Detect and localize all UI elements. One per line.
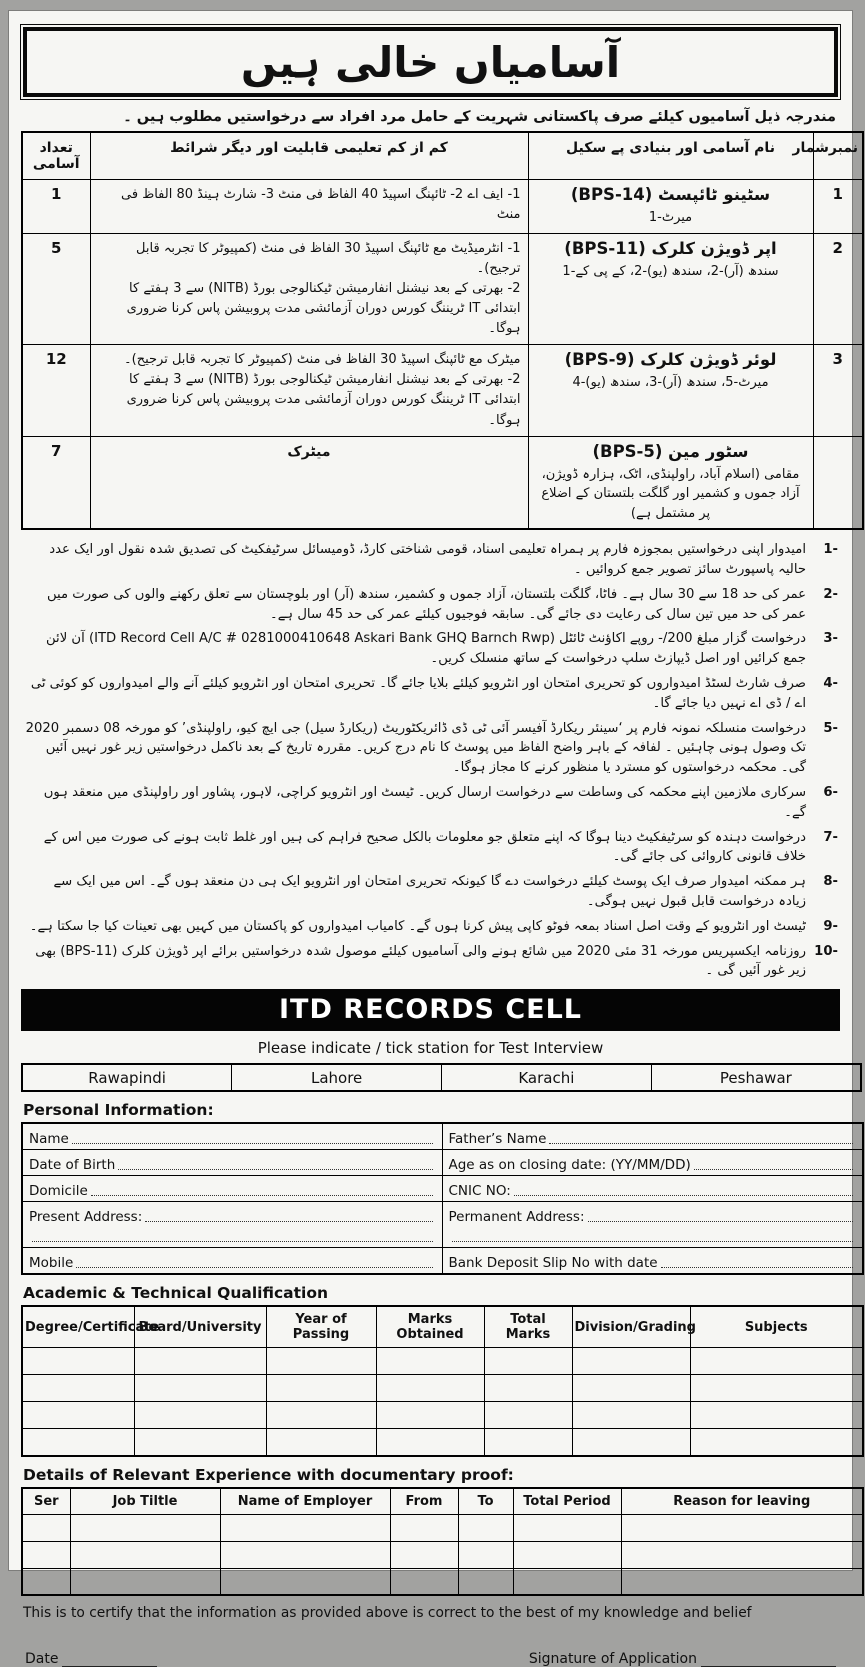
note-item <box>23 629 838 669</box>
notes-list <box>23 540 838 981</box>
field-bank-deposit-slip <box>442 1248 863 1275</box>
qualification-cell <box>90 436 528 529</box>
field-label: CNIC NO: <box>448 1183 511 1200</box>
empty-cell[interactable] <box>220 1514 390 1541</box>
serial-cell: 2 <box>813 233 863 345</box>
field-label: Permanent Address: <box>448 1209 585 1226</box>
empty-cell[interactable] <box>390 1568 458 1595</box>
date-field <box>25 1651 157 1667</box>
qualification-cell <box>90 345 528 437</box>
note-number: 3 - <box>806 629 838 669</box>
empty-cell[interactable] <box>621 1568 863 1595</box>
station-cell-rawalpindi[interactable]: Rawapindi <box>22 1064 232 1091</box>
field-label: Name <box>29 1131 69 1148</box>
column-header: Board/University <box>134 1306 266 1348</box>
fill-line[interactable] <box>91 1195 433 1196</box>
fill-line[interactable] <box>452 1225 854 1242</box>
signature-field <box>529 1651 836 1667</box>
column-header: Division/Grading <box>572 1306 690 1348</box>
fill-line[interactable] <box>514 1195 853 1196</box>
qualification-cell <box>90 233 528 345</box>
station-cell-peshawar[interactable]: Peshawar <box>651 1064 861 1091</box>
column-header: Subjects <box>690 1306 863 1348</box>
serial-cell: 1 <box>813 180 863 234</box>
post-quota: میرٹ-5، سندھ (آر)-3، سندھ (یو)-4 <box>572 375 769 391</box>
empty-cell[interactable] <box>513 1541 621 1568</box>
fill-line[interactable] <box>145 1221 432 1222</box>
note-text: سرکاری ملازمین اپنے محکمہ کی وساطت سے درخواست ارسال کریں۔ ٹیسٹ اور انٹرویو کراچی، لاہور، پشاور اور راولپنڈی میں منعقد ہوں گے۔ <box>43 785 806 820</box>
post-cell <box>528 180 813 234</box>
empty-cell[interactable] <box>690 1375 863 1402</box>
count-cell: 7 <box>22 436 90 529</box>
empty-cell[interactable] <box>134 1348 266 1375</box>
empty-cell[interactable] <box>220 1541 390 1568</box>
note-text: صرف شارٹ لسٹڈ امیدواروں کو تحریری امتحان اور انٹرویو کیلئے بلایا جائے گا۔ تحریری امتحان اور انٹرویو کیلئے آنے والے امیدواروں کو کوئی ٹی اے / ڈی اے نہیں دیا جائے گا۔ <box>30 676 806 711</box>
empty-cell[interactable] <box>484 1348 572 1375</box>
empty-cell[interactable] <box>70 1514 220 1541</box>
station-cell-lahore[interactable]: Lahore <box>232 1064 442 1091</box>
empty-cell[interactable] <box>70 1568 220 1595</box>
empty-cell[interactable] <box>22 1402 134 1429</box>
empty-cell[interactable] <box>484 1429 572 1456</box>
column-header: To <box>458 1488 513 1515</box>
post-title: اپر ڈویژن کلرک (BPS-11) <box>564 238 777 258</box>
empty-cell[interactable] <box>376 1402 484 1429</box>
post-quota: سندھ (آر)-2، سندھ (یو)-2، کے پی کے-1 <box>562 263 779 279</box>
empty-cell[interactable] <box>266 1429 376 1456</box>
empty-cell[interactable] <box>134 1429 266 1456</box>
experience-heading: Details of Relevant Experience with documentary proof: <box>23 1465 514 1484</box>
field-present-address <box>22 1202 442 1248</box>
qualification-cell <box>90 180 528 234</box>
personal-info-row <box>22 1248 863 1275</box>
header-post: نام آسامی اور بنیادی پے سکیل <box>528 132 813 180</box>
field-label: Date of Birth <box>29 1157 116 1174</box>
empty-cell[interactable] <box>22 1375 134 1402</box>
note-text: روزنامہ ایکسپریس مورخہ 31 مئی 2020 میں شائع ہونے والی آسامیوں کیلئے موصول شدہ درخواستیں برائے اپر ڈویژن کلرک (BPS-11) بھی زیر غور آئیں گی ۔ <box>35 943 806 979</box>
note-number: 1 - <box>806 540 838 580</box>
field-fathers-name <box>442 1123 863 1150</box>
empty-cell[interactable] <box>376 1375 484 1402</box>
field-domicile <box>22 1176 442 1202</box>
note-item <box>23 585 838 625</box>
empty-cell[interactable] <box>690 1348 863 1375</box>
field-label: Bank Deposit Slip No with date <box>448 1255 658 1272</box>
empty-cell[interactable] <box>266 1375 376 1402</box>
empty-cell[interactable] <box>22 1429 134 1456</box>
column-header: Marks Obtained <box>376 1306 484 1348</box>
empty-cell[interactable] <box>484 1402 572 1429</box>
column-header: Ser <box>22 1488 70 1515</box>
post-cell <box>528 436 813 529</box>
empty-cell[interactable] <box>390 1541 458 1568</box>
fill-line[interactable] <box>694 1169 853 1170</box>
count-cell: 1 <box>22 180 90 234</box>
post-title: لوئر ڈویژن کلرک (BPS-9) <box>564 350 777 370</box>
empty-cell[interactable] <box>134 1402 266 1429</box>
empty-cell[interactable] <box>572 1402 690 1429</box>
column-header: From <box>390 1488 458 1515</box>
column-header: Degree/Certificate <box>22 1306 134 1348</box>
note-item <box>23 674 838 714</box>
qualification-text: میٹرک <box>287 443 331 460</box>
note-text: درخواست گزار مبلغ 200/- روپے اکاؤنٹ ٹائٹل (ITD Record Cell A/C # 0281000410648 Askari Bank GHQ Barnch Rwp) آن لائن جمع کرائیں اور اصل ڈیپازٹ سلپ درخواست کے ساتھ منسلک کریں۔ <box>45 631 806 667</box>
ad-title: آسامیاں خالی ہیں <box>240 37 621 87</box>
certify-statement: This is to certify that the information as provided above is correct to the best of my knowledge and belief <box>23 1605 752 1622</box>
count-cell: 5 <box>22 233 90 345</box>
experience-table <box>21 1487 864 1597</box>
field-label: Mobile <box>29 1255 74 1272</box>
ad-paper <box>8 10 858 1667</box>
note-number: 2 - <box>806 585 838 625</box>
academic-empty-row <box>22 1429 863 1456</box>
signature-label: Signature of Application <box>528 1651 697 1667</box>
empty-cell[interactable] <box>220 1568 390 1595</box>
note-item <box>23 872 838 912</box>
intro-line: مندرجہ ذیل آسامیوں کیلئے صرف پاکستانی شہریت کے حامل مرد افراد سے درخواستیں مطلوب ہیں ۔ <box>123 109 836 125</box>
note-item <box>23 719 838 778</box>
note-text: درخواست منسلکہ نمونہ فارم پر ‘سینئر ریکارڈ آفیسر آئی ٹی ڈی ڈائریکٹوریٹ (ریکارڈ سیل) جی ایچ کیو، راولپنڈی’ کو مورخہ 08 دسمبر 2020 تک وصول ہونی چاہئیں ۔ لفافہ کے باہر واضح الفاظ میں پوسٹ کا نام درج کریں۔ مقررہ تاریخ کے بعد ناکمل درخواستیں زیر غور نہیں آئیں گی۔ محکمہ درخواستوں کو مسترد یا منظور کرنے کا مجاز ہوگا۔ <box>25 720 806 776</box>
signature-row <box>25 1651 836 1667</box>
column-header: Name of Employer <box>220 1488 390 1515</box>
qualification-text: 2- بھرتی کے بعد نیشنل انفارمیشن ٹیکنالوجی بورڈ (NITB) سے 3 ہفتے کا ابتدائی IT ٹریننگ کورس دوران آزمائشی مدت پروبیشن پاس کرنا ضروری ہوگا۔ <box>126 372 521 428</box>
vacancy-row <box>22 436 863 529</box>
personal-info-row <box>22 1150 863 1176</box>
header-count: تعداد آسامی <box>22 132 90 180</box>
column-header: Total Period <box>513 1488 621 1515</box>
note-number: 5 - <box>806 719 838 778</box>
fill-line[interactable] <box>661 1267 853 1268</box>
empty-cell[interactable] <box>376 1429 484 1456</box>
empty-cell[interactable] <box>266 1402 376 1429</box>
field-label: Father’s Name <box>448 1131 547 1148</box>
personal-info-row <box>22 1176 863 1202</box>
empty-cell[interactable] <box>621 1514 863 1541</box>
field-label: Age as on closing date: (YY/MM/DD) <box>448 1157 691 1174</box>
academic-empty-row <box>22 1348 863 1375</box>
empty-cell[interactable] <box>134 1375 266 1402</box>
note-number: 9 - <box>806 917 838 937</box>
empty-cell[interactable] <box>266 1348 376 1375</box>
academic-table <box>21 1305 864 1457</box>
field-cnic <box>442 1176 863 1202</box>
personal-info-row <box>22 1202 863 1248</box>
note-item <box>23 917 838 937</box>
fill-line[interactable] <box>588 1221 853 1222</box>
post-cell <box>528 233 813 345</box>
field-mobile <box>22 1248 442 1275</box>
empty-cell[interactable] <box>376 1348 484 1375</box>
column-header: Reason for leaving <box>621 1488 863 1515</box>
empty-cell[interactable] <box>458 1568 513 1595</box>
station-row <box>22 1064 861 1091</box>
empty-cell[interactable] <box>458 1541 513 1568</box>
header-serial: نمبرشمار <box>813 132 863 180</box>
fill-line[interactable] <box>118 1169 432 1170</box>
post-cell <box>528 345 813 437</box>
fill-line[interactable] <box>549 1143 853 1144</box>
academic-heading: Academic & Technical Qualification <box>23 1284 329 1303</box>
note-number: 7 - <box>806 828 838 868</box>
fill-line[interactable] <box>72 1143 433 1144</box>
qualification-text: میٹرک مع ٹائپنگ اسپیڈ 30 الفاظ فی منٹ (کمپیوٹر کا تجربہ قابل ترجیح)۔ <box>124 352 521 368</box>
records-cell-header: ITD RECORDS CELL <box>21 989 840 1031</box>
empty-cell[interactable] <box>572 1348 690 1375</box>
vacancy-header-row <box>22 132 863 180</box>
post-title: سٹور مین (BPS-5) <box>592 441 749 461</box>
date-label: Date <box>25 1651 59 1667</box>
fill-line[interactable] <box>32 1225 433 1242</box>
note-number: 10 - <box>806 942 838 982</box>
note-item <box>23 828 838 868</box>
post-title: سٹینو ٹائپسٹ (BPS-14) <box>570 185 771 204</box>
note-text: ہر ممکنہ امیدوار صرف ایک پوسٹ کیلئے درخواست دے گا کیونکہ تحریری امتحان اور انٹرویو ایک ہی دن منعقد ہوں گے۔ اس میں ایک سے زیادہ درخواست قابل قبول نہیں ہوگی۔ <box>53 874 806 910</box>
station-select-table <box>21 1063 862 1092</box>
vacancy-row <box>22 180 863 234</box>
empty-cell[interactable] <box>690 1402 863 1429</box>
qualification-text: 2- بھرتی کے بعد نیشنل انفارمیشن ٹیکنالوجی بورڈ (NITB) سے 3 ہفتے کا ابتدائی IT ٹریننگ کورس دوران آزمائشی مدت پروبیشن پاس کرنا ضروری ہوگا۔ <box>126 280 521 337</box>
experience-header-row <box>22 1488 863 1515</box>
column-header: Job Tiltle <box>70 1488 220 1515</box>
empty-cell[interactable] <box>22 1514 70 1541</box>
empty-cell[interactable] <box>22 1348 134 1375</box>
serial-cell: 3 <box>813 345 863 437</box>
experience-empty-row <box>22 1568 863 1595</box>
note-text: ٹیسٹ اور انٹرویو کے وقت اصل اسناد بمعہ فوٹو کاپی پیش کرنا ہوں گے۔ کامیاب امیدواروں کو پاکستان میں کہیں بھی تعینات کیا جا سکتا ہے۔ <box>29 918 806 934</box>
vacancy-row <box>22 345 863 437</box>
serial-cell <box>813 436 863 529</box>
empty-cell[interactable] <box>458 1514 513 1541</box>
field-age-closing-date <box>442 1150 863 1176</box>
empty-cell[interactable] <box>572 1375 690 1402</box>
field-label: Present Address: <box>29 1209 143 1226</box>
academic-empty-row <box>22 1402 863 1429</box>
academic-header-row <box>22 1306 863 1348</box>
empty-cell[interactable] <box>22 1568 70 1595</box>
field-label: Domicile <box>29 1183 88 1200</box>
note-number: 6 - <box>806 783 838 823</box>
column-header: Year of Passing <box>266 1306 376 1348</box>
note-item <box>23 942 838 982</box>
tick-station-instruction: Please indicate / tick station for Test Interview <box>257 1039 604 1058</box>
note-item <box>23 540 838 580</box>
experience-empty-row <box>22 1514 863 1541</box>
personal-info-table <box>21 1122 864 1275</box>
station-cell-karachi[interactable]: Karachi <box>442 1064 652 1091</box>
vacancy-row <box>22 233 863 345</box>
post-quota: میرٹ-1 <box>648 210 693 225</box>
empty-cell[interactable] <box>621 1541 863 1568</box>
post-quota: مقامی (اسلام آباد، راولپنڈی، اٹک، ہزارہ ڈویژن، آزاد جموں و کشمیر اور گلگت بلتستان کے اضلاع پر مشتمل ہے) <box>541 466 800 521</box>
note-text: عمر کی حد 18 سے 30 سال ہے۔ فاٹا، گلگت بلتستان، آزاد جموں و کشمیر، سندھ (آر) اور بلوچستان سے تعلق رکھنے والوں کی صورت میں عمر کی حد میں تین سال کی رعایت دی جائے گی۔ سابقہ فوجیوں کیلئے عمر کی حد 45 سال ہے۔ <box>47 586 806 622</box>
ad-title-box <box>23 27 838 97</box>
personal-info-heading: Personal Information: <box>23 1101 214 1120</box>
field-name <box>22 1123 442 1150</box>
note-number: 8 - <box>806 872 838 912</box>
field-permanent-address <box>442 1202 863 1248</box>
note-item <box>23 783 838 823</box>
empty-cell[interactable] <box>70 1541 220 1568</box>
empty-cell[interactable] <box>572 1429 690 1456</box>
empty-cell[interactable] <box>513 1514 621 1541</box>
field-date-of-birth <box>22 1150 442 1176</box>
count-cell: 12 <box>22 345 90 437</box>
note-text: درخواست دہندہ کو سرٹیفکیٹ دینا ہوگا کہ اپنے متعلق جو معلومات بالکل صحیح فراہم کی ہیں اور غلط ثابت ہونے کی صورت میں اس کے خلاف قانونی کاروائی کی جائے گی۔ <box>43 829 806 865</box>
note-number: 4 - <box>806 674 838 714</box>
personal-info-row <box>22 1123 863 1150</box>
fill-line[interactable] <box>76 1267 432 1268</box>
empty-cell[interactable] <box>484 1375 572 1402</box>
note-text: امیدوار اپنی درخواستیں بمجوزہ فارم پر ہمراہ تعلیمی اسناد، قومی شناختی کارڈ، ڈومیسائل سرٹیفکیٹ کی تصدیق شدہ نقول اور ایک عدد حالیہ پاسپورٹ سائز تصویر جمع کروائیں ۔ <box>49 542 806 578</box>
qualification-text: 1- ایف اے 2- ٹائپنگ اسپیڈ 40 الفاظ فی منٹ 3- شارٹ ہینڈ 80 الفاظ فی منٹ <box>121 187 521 223</box>
qualification-text: 1- انٹرمیڈیٹ مع ٹائپنگ اسپیڈ 30 الفاظ فی منٹ (کمپیوٹر کا تجربہ قابل ترجیح)۔ <box>136 240 521 276</box>
academic-empty-row <box>22 1375 863 1402</box>
empty-cell[interactable] <box>513 1568 621 1595</box>
empty-cell[interactable] <box>690 1429 863 1456</box>
vacancy-table <box>21 131 864 530</box>
experience-empty-row <box>22 1541 863 1568</box>
empty-cell[interactable] <box>390 1514 458 1541</box>
empty-cell[interactable] <box>22 1541 70 1568</box>
column-header: Total Marks <box>484 1306 572 1348</box>
header-qualification: کم از کم تعلیمی قابلیت اور دیگر شرائط <box>90 132 528 180</box>
